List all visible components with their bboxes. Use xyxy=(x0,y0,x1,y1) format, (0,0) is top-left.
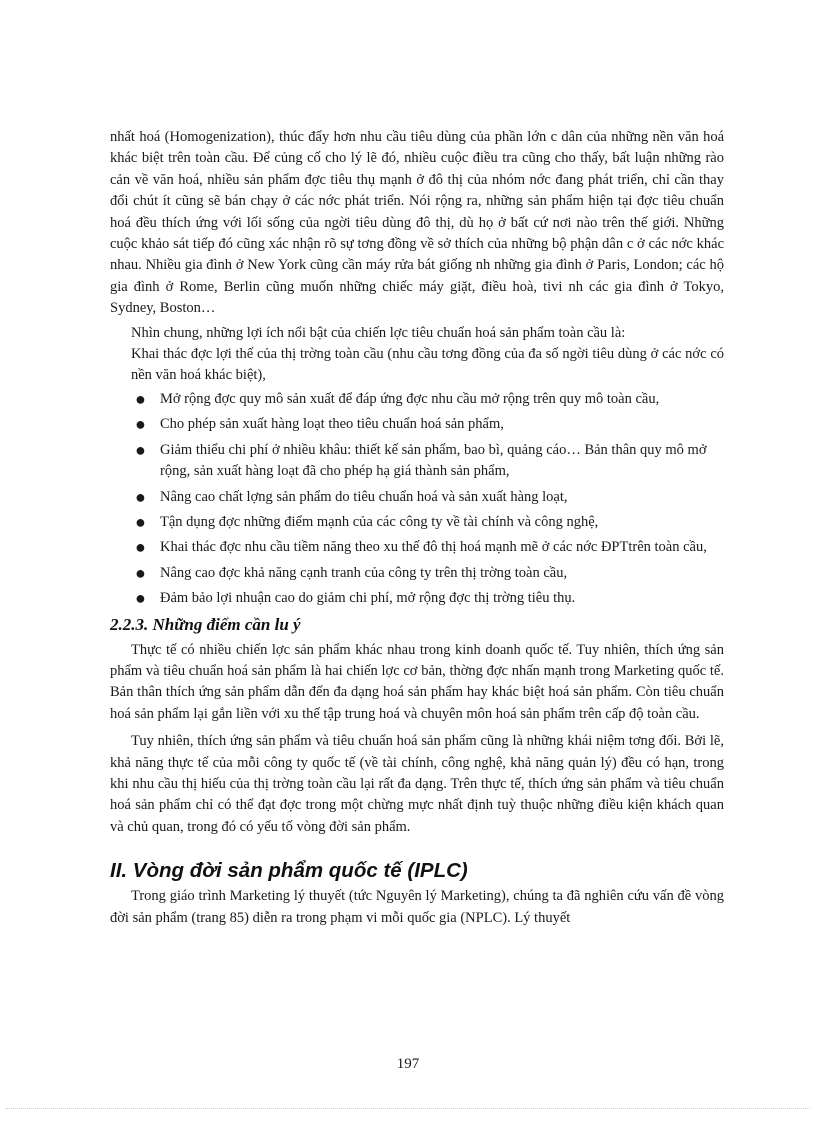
page-bottom-border xyxy=(6,1108,810,1109)
intro-item: Khai thác đợc lợi thế của thị trờng toàn cầu (nhu cầu tơng đồng của đa số ngời tiêu dùng ở các nớc có nền văn hoá khác biệt), xyxy=(131,346,724,384)
list-item: ● Cho phép sản xuất hàng loạt theo tiêu chuẩn hoá sản phẩm, xyxy=(135,414,504,435)
bullet-icon: ● xyxy=(135,388,146,409)
paragraph: Trong giáo trình Marketing lý thuyết (tức Nguyên lý Marketing), chúng ta đã nghiên cứu vấn đề vòng đời sản phẩm (trang 85) diễn ra trong phạm vi mỗi quốc gia (NPLC). Lý thuyết xyxy=(110,888,724,926)
bullet-icon: ● xyxy=(135,588,146,609)
list-item: ● Đảm bảo lợi nhuận cao do giảm chi phí, mở rộng đợc thị trờng tiêu thụ. xyxy=(135,588,576,609)
list-item: ● Nâng cao đợc khả năng cạnh tranh của công ty trên thị trờng toàn cầu, xyxy=(135,562,568,583)
paragraph: Tuy nhiên, thích ứng sản phẩm và tiêu chuẩn hoá sản phẩm cũng là những khái niệm tơng đối. Bởi lẽ, khả năng thực tế của mỗi công ty quốc tế (về tài chính, công nghệ, khả năng quản lý) đều có hạn, trong khi nhu cầu thị hiếu của thị trờng toàn cầu lại rất đa dạng. Trên thực tế, thích ứng sản phẩm và tiêu chuẩn hoá sản phẩm chỉ có thể đạt đợc trong một chừng mực nhất định tuỳ thuộc những điều kiện khách quan và chủ quan, trong đó có yếu tố vòng đời sản phẩm. xyxy=(110,733,724,835)
bullet-icon: ● xyxy=(135,414,146,435)
section-heading: 2.2.3. Những điểm cần lu ý xyxy=(110,614,301,634)
bullet-icon: ● xyxy=(135,439,146,460)
list-item: ● Khai thác đợc nhu cầu tiềm năng theo xu thế đô thị hoá mạnh mẽ ở các nớc ĐPTtrên toàn cầu, xyxy=(135,537,707,558)
bullet-icon: ● xyxy=(135,486,146,507)
bullet-icon: ● xyxy=(135,537,146,558)
bullet-icon: ● xyxy=(135,511,146,532)
chapter-heading: II. Vòng đời sản phẩm quốc tế (IPLC) xyxy=(110,859,468,883)
page-number: 197 xyxy=(396,1056,420,1072)
document-body xyxy=(110,127,724,929)
intro-line: Nhìn chung, những lợi ích nổi bật của chiến lợc tiêu chuẩn hoá sản phẩm toàn cầu là: xyxy=(131,324,626,341)
paragraph: Thực tế có nhiều chiến lợc sản phẩm khác nhau trong kinh doanh quốc tế. Tuy nhiên, thích ứng sản phẩm và tiêu chuẩn hoá sản phẩm là hai chiến lợc cơ bản, thờng đợc nhấn mạnh trong Marketing quốc tế. Bản thân thích ứng sản phẩm dẫn đến đa dạng hoá sản phẩm hay khác biệt hoá sản phẩm. Còn tiêu chuẩn hoá sản phẩm lại gắn liền với xu thế tập trung hoá và chuyên môn hoá sản phẩm trên cấp độ toàn cầu. xyxy=(110,641,724,722)
benefit-list xyxy=(110,389,724,610)
bullet-icon: ● xyxy=(135,562,146,583)
paragraph: nhất hoá (Homogenization), thúc đẩy hơn nhu cầu tiêu dùng của phần lớn c dân của những nền văn hoá khác biệt trên toàn cầu. Để củng cố cho lý lẽ đó, nhiều cuộc điều tra cũng cho thấy, bất luận những rào cản về văn hoá, nhiều sản phẩm đợc tiêu thụ mạnh ở đô thị của nhóm nớc đang phát triển, chỉ cần thay đổi chút ít cũng sẽ bán chạy ở các nớc phát triển. Nói rộng ra, những sản phẩm hiện tại đợc tiêu chuẩn hoá đều thích ứng với lối sống của ngời tiêu dùng đô thị, dù họ ở bất cứ nơi nào trên thế giới. Những cuộc khảo sát tiếp đó cũng xác nhận rõ sự tơng đồng về sở thích của những bộ phận dân c ở các nớc khác nhau. Nhiều gia đình ở New York cũng cần máy rửa bát giống nh những gia đình ở Paris, London; các hộ gia đình ở Rome, Berlin cũng muốn những chiếc máy giặt, điều hoà, tivi nh các gia đình ở Tokyo, Sydney, Boston… xyxy=(110,129,724,317)
list-item: ● Tận dụng đợc những điểm mạnh của các công ty về tài chính và công nghệ, xyxy=(135,511,599,532)
list-item: ● Giảm thiểu chi phí ở nhiều khâu: thiết kế sản phẩm, bao bì, quảng cáo… Bản thân quy mô mở rộng, sản xuất hàng loạt đã cho phép hạ giá thành sản phẩm, xyxy=(135,439,707,480)
list-item: ● Mở rộng đợc quy mô sản xuất để đáp ứng đợc nhu cầu mở rộng trên quy mô toàn cầu, xyxy=(135,388,660,409)
list-item: ● Nâng cao chất lợng sản phẩm do tiêu chuẩn hoá và sản xuất hàng loạt, xyxy=(135,486,568,507)
